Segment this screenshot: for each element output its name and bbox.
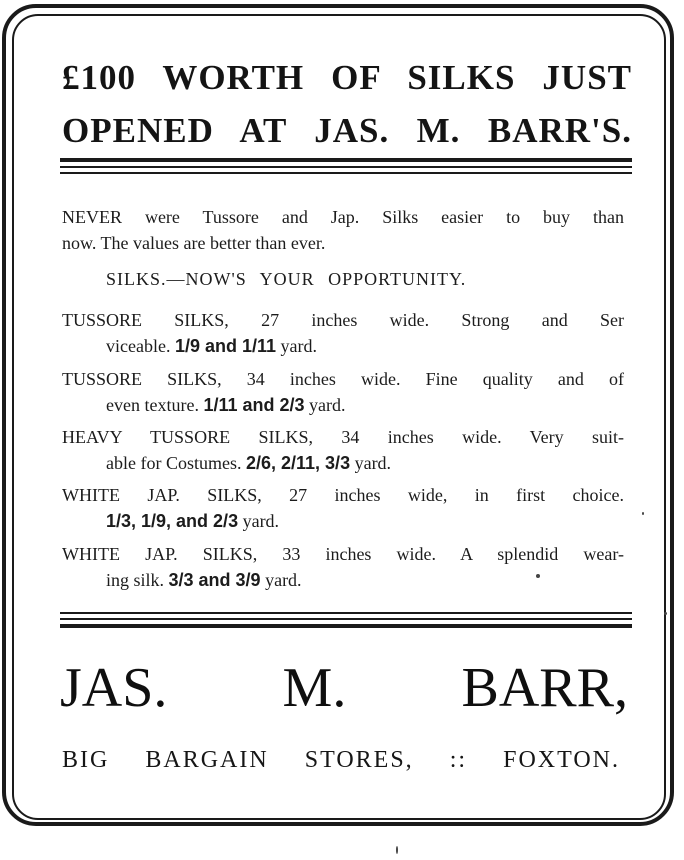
intro-line-1: NEVER were Tussore and Jap. Silks easier to buy than	[62, 207, 624, 227]
item-2-text: even texture.	[106, 395, 199, 415]
item-5-text: ing silk.	[106, 570, 165, 590]
item-2-prices: 1/11 and 2/3	[203, 395, 305, 415]
top-rule-thin-1	[60, 166, 632, 168]
intro-line-2: now. The values are better than ever.	[62, 233, 326, 253]
item-3-line-1: HEAVY TUSSORE SILKS, 34 inches wide. Very suit-	[62, 427, 624, 447]
print-speck	[642, 512, 644, 515]
item-5-prices: 3/3 and 3/9	[168, 570, 261, 590]
bottom-rule-thick	[60, 624, 632, 628]
item-2-line-1: TUSSORE SILKS, 34 inches wide. Fine quality and of	[62, 369, 624, 389]
print-speck	[396, 846, 398, 854]
print-speck	[536, 574, 540, 578]
item-2-line-2	[106, 396, 346, 414]
item-1-line-1: TUSSORE SILKS, 27 inches wide. Strong and Ser	[62, 310, 624, 330]
headline-line-2: OPENED AT JAS. M. BARR'S.	[62, 111, 632, 150]
item-2-unit: yard.	[309, 395, 346, 415]
item-1-line-2	[106, 337, 317, 355]
item-4-line-1: WHITE JAP. SILKS, 27 inches wide, in first choice.	[62, 485, 624, 505]
store-name: JAS. M. BARR,	[60, 657, 628, 719]
item-4-line-2	[106, 512, 279, 530]
item-3-unit: yard.	[354, 453, 392, 473]
item-1-text: viceable.	[106, 336, 171, 356]
item-1-unit: yard.	[280, 336, 318, 356]
item-5-line-2	[106, 571, 302, 589]
item-5-line-1: WHITE JAP. SILKS, 33 inches wide. A splendid wear-	[62, 544, 624, 564]
item-1-prices: 1/9 and 1/11	[174, 336, 277, 356]
item-3-line-2	[106, 454, 391, 472]
top-rule-thin-2	[60, 172, 632, 174]
item-3-prices: 2/6, 2/11, 3/3	[245, 453, 351, 473]
bottom-rule-thin-2	[60, 618, 632, 620]
item-3-text: able for Costumes.	[106, 453, 242, 473]
subhead: SILKS.—NOW'S YOUR OPPORTUNITY.	[106, 269, 467, 289]
print-speck	[664, 612, 667, 615]
item-4-prices: 1/3, 1/9, and 2/3	[106, 511, 239, 531]
item-5-unit: yard.	[265, 570, 302, 590]
bottom-rule-thin-1	[60, 612, 632, 614]
top-rule-thick	[60, 158, 632, 162]
store-tagline: BIG BARGAIN STORES, :: FOXTON.	[62, 747, 620, 773]
item-4-unit: yard.	[242, 511, 280, 531]
headline-line-1: £100 WORTH OF SILKS JUST	[62, 58, 632, 97]
